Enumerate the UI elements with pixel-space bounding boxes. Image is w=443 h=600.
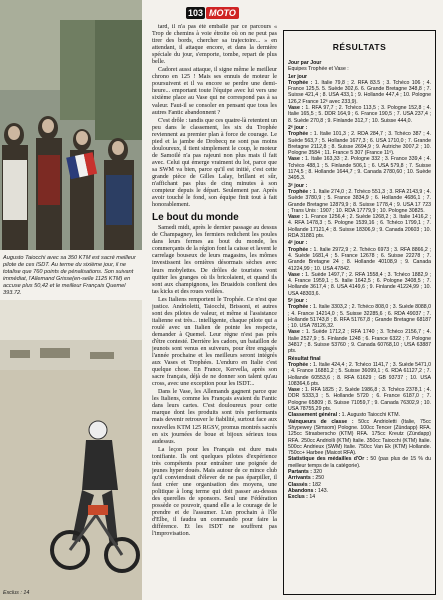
results-line-heading: Exclus : — [288, 494, 308, 501]
results-line-heading: Trophée : — [288, 246, 312, 253]
page-number: 103 — [188, 8, 204, 18]
results-line-heading: 3ᵉ jour : — [288, 182, 308, 189]
results-line-heading: Vase : — [288, 105, 304, 112]
results-line-heading: Vase : — [288, 387, 304, 394]
results-line — [288, 80, 431, 105]
results-line-heading: Statistique des médailles d'Or : — [288, 456, 369, 463]
results-line-heading: Trophée : — [288, 131, 312, 138]
results-line-heading: Classement général : — [288, 412, 341, 419]
photo-caption-taiocchi: Augusto Taiocchi avec sa 350 KTM est sacré meilleur pilote de ces ISDT. Au terme du sixième jour, il ne totalise que 760 points de pénalisations. Son suivant immédiat, l'Allemand Grisse(en-selle 1125 KTM) en accuse plus 50,42 et le meilleur Français Quemel 393.72. — [3, 255, 136, 296]
results-title: RÉSULTATS — [332, 42, 387, 52]
results-line-text: 1. Augusto Taiocchi KTM. — [340, 412, 401, 419]
article-paragraph: Dans le Vase, les Allemands gagnent parce que les Italiens, comme les Français avaient du Fantic dans leurs cartes. C'est douloureux pour cette marque dont les produits sont très performants mais devenir retrouver le fiabilité, surtout face aux nouvelles KTM 125 RGSV, promus montrés sacrés en six journées de boue et bijoux sérieux tous audessus. — [152, 389, 277, 445]
results-line-text: 50 (pas plus de 15 % du meilleur temps de la catégorie). — [288, 456, 432, 469]
results-line — [288, 419, 431, 457]
article-paragraph: Cadoret aussi attaque, il signe même le meilleur chrono en 125 ! Mais ses ennuis de moteur le poursuivent et il va encore se perdre une demi-heure... emportant toute l'équipe avec lui vers une sixième place au Vase qui ne correspond pas à sa valeur. Faut-il se consoler en pensant que tous les autres Fantic abandonnent ? — [152, 67, 277, 116]
results-line-text: 1. France 1256,4 ; 2. Suède 1268,2 ; 3. Italie 1416,2 ; 4. RFA 1478,3 ; 5. Pologne 1539,16 ; 6. Tchéco 1799,1 ; 7. Hollande 17121,4 ; 8. Suisse 18306,9 ; 9. Canada 20603 ; 10. RDA 31881 pts. — [288, 214, 431, 240]
results-line-heading: Vase : — [288, 271, 304, 278]
article-paragraph: tard, il n'a pas été emballé par ce parcours « Trop de chemins à voie étroite où on ne peut pas tirer des bords, chercher sa trajectoire... » en attendant, il attaque encore, et dans la dernière spéciale du jour, s'emporte, tombe, repart de plus belle. — [152, 24, 277, 66]
results-line-heading: Trophée : — [288, 79, 313, 86]
article-paragraph: La leçon pour les Français est dure mais tonifiante. Ils ont quelques pilotes d'expérience très compétents pour entraîner une poignée de jeunes hyper doués. Mais autour de ce mince club qu'il conviendrait d'élever de ne pas éparpiller, il faut créer une organisation des moyens, une politique à long terme qui doit passer au-dessus des querelles de sponsors. Seul une Fédération possède ce pouvoir, quand elle a le courage de le prendre et de l'assumer. L'an prochain à l'île d'Elbe, il faudra un commando pour faire la différence. Et les ISDT ne souffrent pas l'improvisation. — [152, 446, 277, 538]
results-line-text: 250 — [313, 475, 325, 482]
results-line — [288, 494, 431, 500]
results-box — [283, 30, 436, 595]
results-line-text: 1. Italie 3303,2 ; 2. Tchéco 808,0 ; 3. Suède 8088,0 ; 4. France 14214,0 ; 5. Suisse 32285,6 ; 6. RDA 49037 ; 7. Hollande 51743,8 ; 8. RFA 51767,8 ; Grande Bretagne 68187 ; 10. USA 78126,32. — [288, 304, 431, 330]
results-line-text: 1. Italie 424,4 ; 2. Tchéco 1141,7 ; 3. Suède 5471,0 ; 4. France 16881,2 ; 5. Suisse 36099,1 ; 6. RDA 61127,2 ; 7. Hollande 60553,6 ; 8. RFA 61629 ; GB 93737 ; 10. USA 108364,6 pts. — [288, 361, 431, 387]
rider-photo-illustration — [0, 300, 142, 600]
results-line-heading: 4ᵉ jour : — [288, 240, 308, 247]
results-line-heading: 2ᵉ jour : — [288, 124, 308, 131]
results-line — [288, 362, 431, 387]
photo-bottom-caption: Exclus : 14 — [3, 589, 30, 596]
team-photo — [0, 0, 142, 250]
results-intro: Jour par Jour — [288, 60, 322, 66]
results-line-text: 1. Italie 2972,9 ; 2. Tchéco 6973 ; 3. RFA 8866,2 ; 4. Suède 1681,4 ; 5. France 12678 ; 6. Suisse 22278 ; 7. Grande Bretagne 24 ; 8. Hollande 40108,9 ; 9. Canada 41224,99 ; 10. USA 47842. — [288, 246, 431, 272]
results-line-heading: Arrivants : — [288, 475, 314, 482]
results-line-text: 1. Italie 101,3 ; 2. RDA 284,7 ; 3. Tchéco 387 ; 4. Suède 563,7 ; 5. Hollande 1677,3 ; 6. USA 1710,0 ; 7. Grande Bretagne 2112,8 ; 8. Suisse 2694,9 ; 9. Autriche 3007,2 ; 10. Pologne 3584 ; 11. France 5 307 (France 11ᵉ). — [288, 131, 431, 157]
results-line-heading: Trophée : — [288, 304, 312, 311]
results-line-text: 1. RFA 1825 ; 2. Suède 1986,8 ; 3. Tchéco 2378,1 ; 4. DDR 5333,3 ; 5. Hollande 5720 ; 6. France 6187,0 ; 7. Pologne 65809 ; 8. Suisse 71059,7 ; 9. Canada 76302,9 ; 10. USA 78755,29 pts. — [288, 387, 432, 413]
results-line-heading: Classés : — [288, 481, 311, 488]
results-line-heading: Trophée : — [288, 188, 312, 195]
rider-photo — [0, 300, 142, 600]
results-line-text: 1. Suède 1497,7 ; 2. RFA 1558,4 ; 3. Tchéco 1882,9 ; 4. France 1959,1 ; 5. Italie 1642,5 ; 6. Pologne 3408,5 ; 7. Hollande 3617,4 ; 8. USA 4149,6 ; 9. Finlande 41224,99 ; 10. USA 48303,6. — [288, 271, 431, 297]
results-line-heading: Résultat final — [288, 355, 321, 362]
results-line — [288, 272, 431, 297]
article-paragraph: C'est drôle : tandis que ces quatre-là retentent un peu dans le classement, les six du Trophée reviennent au premier plan à force de courage. Le pied et la jambe de Drobecq ne sont pas moins douloureux, il tient simplement le coup, le moteur de Samoilé n'a pas rajeuni non plus mais il fait avec. Celui qui émerge vraiment du lot, parce que sa SWM va bien, parce qu'il est initié, c'est cette grande pièce de Gilles Lalay, brillant et sûr, n'affichant pas plus de cinq minutes à son compteur depuis le départ. Seulement par. Après avoir touché le fond, son équipe finit tout à fait honorablement. — [152, 117, 277, 209]
article-column — [152, 24, 277, 598]
results-line — [288, 105, 431, 124]
section-heading: Le bout du monde — [152, 212, 239, 224]
results-line-text: 1. Suède 1712,2 ; RFA 1740 ; 3. Tchéco 2156,7 ; 4. Italie 2527,9 ; 5. Finlande 1248 ; 6. France 6322 ; 7. Pologne 34817 ; 8. Suisse 53760 ; 9. Canada 60768,10 ; USA 63887 pts. — [288, 329, 432, 355]
results-line-text: 320 — [311, 469, 323, 475]
results-line-text: 143. — [316, 487, 329, 494]
results-line-text: 1. Italie 79,8 ; 2. RFA 83.5 ; 3. Tchéco 106 ; 4. France 125,5. 5. Suède 302,6. 6. Grande Bretagne 348,8 ; 7. Suisse 421,4 ; 8. USA 433,1 ; 9. Hollande 447,4 ; 10. Pologne 126,2 France 12ᵉ avec 233,9). — [288, 79, 431, 105]
results-line — [288, 304, 431, 329]
results-line — [288, 329, 431, 354]
results-list — [288, 74, 431, 501]
results-line-heading: Vase : — [288, 329, 304, 336]
results-line-heading: 5ᵉ jour : — [288, 297, 308, 304]
results-line-heading: Vase : — [288, 214, 304, 221]
results-line-text: 182 — [310, 481, 321, 488]
results-intro-2: Equipes Trophée et Vase : — [288, 66, 349, 73]
results-line — [288, 131, 431, 156]
results-line — [288, 456, 431, 469]
results-line-heading: 1er jour — [288, 73, 308, 80]
results-line-text: 1. Italie 163,33 ; 2. Pologne 332 ; 3. France 339,4 ; 4. Tchéco 488,1 ; 5. Finlande 506,1 ; 6. USA 579,8 ; 7. Suisse 1174,5 ; 8. Hollande 1644,7 ; 9. Canada 2780,60 ; 10. Suède 3495,3. — [288, 156, 432, 182]
results-line-text: 50cc Andrioletti (Italie, 75cc Shypewey (Simsom) Pologne. 100cc Tencer (Zündapp) RFA. 125cc Strasberscho (KTM) RFA. 175cc Kreutz (Zündapp) RFA. 250cc Andriolli (KTM) Italie. 350cc Taiocchi (KTM) Italie. 500cc Andrieux (SWM) Italie. 750cc Van Ek (KTM) Hollande. 750cc+ Harbee (Maicot RFA). — [288, 418, 432, 457]
article-paragraph: Les Italiens remportent le Trophée. Ce n'est que justice. Andrioletti, Taiocchi, Brissoni, et autres sont des pilotes de valeur, et même si l'assistance italienne est très... intelligente, chaque pilote qui a roulé avec un Italien de pointe les respecte, demander à Quemel. Leur règne n'est pas près d'être contesté. Derrière les cadors, un bataillon de jeunots sont venus en suiveurs, pour être engagés l'année prochaine et les meilleurs seront intégrés aux Vases et Trophées. L'enduro en Italie c'est quelque chose. En France, Kervella, après son sacre français, déjà de ne donner son talent qu'au cross, avec une exception pour les ISDT... — [152, 296, 277, 388]
page-header — [186, 6, 239, 20]
results-line — [288, 189, 431, 214]
results-line-text: 1. RFA 97,7 ; 2. Tchéco 113,5 ; 3. Pologne 152,8 ; 4. Italie 165,5 ; 5. DDR 164,9 ; 6. France 190,5 ; 7. USA 237,4 ; 8. Suède 270,8 ; 9. Finlande 312,7 ; 10. Suisse 444,0. — [288, 105, 431, 124]
results-line-heading: Abandons : — [288, 487, 317, 494]
magazine-logo: MOTO — [206, 7, 239, 19]
results-line — [288, 156, 431, 181]
results-line-heading: Partants : — [288, 469, 312, 475]
results-line — [288, 387, 431, 412]
results-line-heading: Vainqueurs de classe : — [288, 418, 354, 425]
team-photo-illustration — [0, 0, 142, 250]
results-line-text: 1. Italie 274,0 ; 2. Tchéco 551,3 ; 3. RFA 2143,9 ; 4. Suède 3780,9 ; 5. France 3834,9 ; 6. Hollande 4686,1 ; 7. Grande Bretagne 12879,9 ; 8. Suisse 1778,4 ; 9. USA 17 723 ; Trans Unis : 1907 ; 10. RDA 17779,9 ; 10. Pologne 30825. — [288, 188, 431, 214]
results-line — [288, 214, 431, 239]
results-line — [288, 247, 431, 272]
results-line-heading: Trophée : — [288, 361, 312, 368]
results-line-text: 14 — [307, 494, 316, 501]
results-line-heading: Vase : — [288, 156, 304, 163]
article-paragraph: Samedi midi, après le dernier passage au dessus de Champagney, les fermiers redichent les poules dans leurs fermes au bout du monde, les commerçants de la région font la caisse et lavent le carrelage bouseux de leurs magasins, les mômes investissent les ornières désormais sèches avec leurs mobylettes. De drôles de touristes vont quitter les granges où ils bricolaient, et quand ils sont aux champignons, les Bruaidois confient des tas kicks et des roues voilées. — [152, 225, 277, 295]
